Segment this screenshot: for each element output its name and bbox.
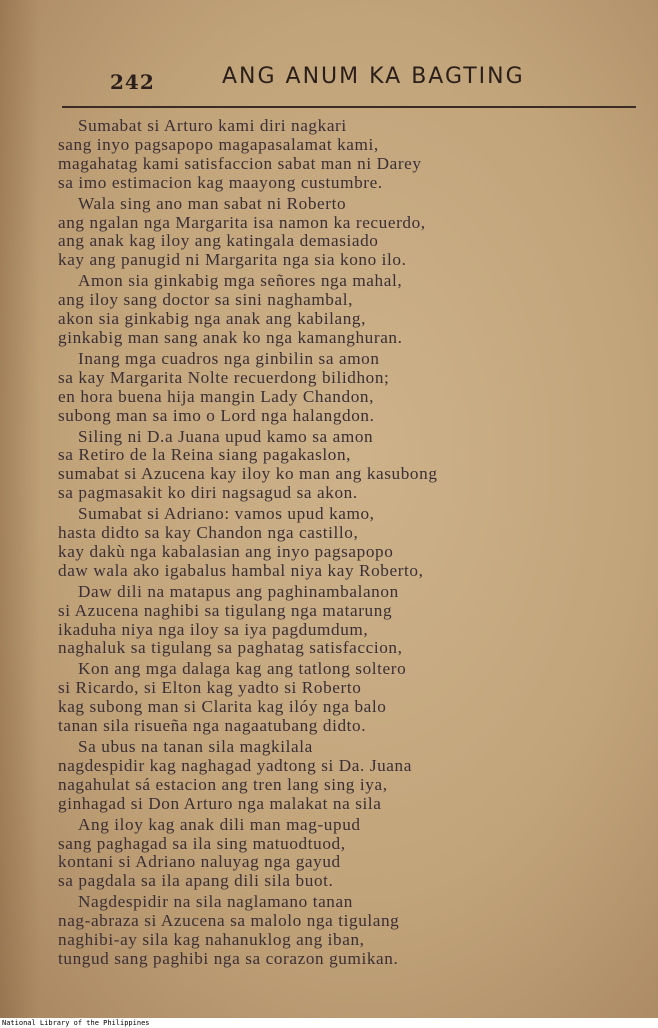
verse-line: tanan sila risueña nga nagaatubang didto. — [58, 716, 367, 736]
verse-line: Daw dili na matapus ang paghinambalanon — [78, 581, 399, 601]
verse-line: nag-abraza si Azucena sa malolo nga tigulang — [58, 911, 400, 931]
stanza — [58, 195, 618, 271]
verse-line: sa pagmasakit ko diri nagsagud sa akon. — [58, 483, 358, 503]
verse-line: ang ngalan nga Margarita isa namon ka recuerdo, — [58, 212, 426, 232]
verse-line: sa Retiro de la Reina siang pagakaslon, — [58, 445, 352, 465]
poem-body — [58, 117, 618, 971]
verse-line: magahatag kami satisfaccion sabat man ni Darey — [58, 153, 422, 173]
verse-line: hasta didto sa kay Chandon nga castillo, — [58, 523, 359, 543]
verse-line: kay dakù nga kabalasian ang inyo pagsapopo — [58, 541, 394, 561]
stanza — [58, 893, 618, 969]
verse-line: sa pagdala sa ila apang dili sila buot. — [58, 871, 334, 891]
verse-line: sang paghagad sa ila sing matuodtuod, — [58, 833, 346, 853]
footer-bar — [0, 1019, 658, 1028]
stanza — [58, 738, 618, 814]
verse-line: ginkabig man sang anak ko nga kamanghuran. — [58, 327, 403, 347]
stanza — [58, 428, 618, 504]
verse-line: sumabat si Azucena kay iloy ko man ang kasubong — [58, 464, 438, 484]
stanza — [58, 350, 618, 426]
stanza — [58, 816, 618, 892]
verse-line: naghibi-ay sila kag nahanuklog ang iban, — [58, 930, 365, 950]
stanza — [58, 505, 618, 581]
verse-line: nagdespidir kag naghagad yadtong si Da. Juana — [58, 755, 412, 775]
verse-line: nagahulat sá estacion ang tren lang sing iya, — [58, 774, 388, 794]
verse-line: Sa ubus na tanan sila magkilala — [78, 737, 313, 756]
verse-line: en hora buena hija mangin Lady Chandon, — [58, 386, 374, 406]
verse-line: Amon sia ginkabig mga señores nga mahal, — [78, 271, 403, 291]
verse-line: tungud sang paghibi nga sa corazon gumikan. — [58, 948, 399, 968]
verse-line: si Ricardo, si Elton kag yadto si Roberto — [58, 678, 362, 698]
verse-line: sa kay Margarita Nolte recuerdong bilidhon; — [58, 367, 390, 387]
verse-line: kay ang panugid ni Margarita nga sia kono ilo. — [58, 250, 407, 270]
verse-line: sa imo estimacion kag maayong custumbre. — [58, 172, 383, 192]
verse-line: naghaluk sa tigulang sa paghatag satisfaccion, — [58, 638, 403, 658]
verse-line: si Azucena naghibi sa tigulang nga matarung — [58, 600, 393, 620]
library-credit: National Library of the Philippines — [2, 1019, 150, 1027]
page-header — [110, 64, 628, 98]
verse-line: daw wala ako igabalus hambal niya kay Roberto, — [58, 560, 424, 580]
page-number: 242 — [110, 70, 155, 94]
header-rule — [62, 106, 636, 108]
verse-line: ginhagad si Don Arturo nga malakat na sila — [58, 793, 382, 813]
stanza — [58, 660, 618, 736]
verse-line: Siling ni D.a Juana upud kamo sa amon — [78, 426, 374, 446]
stanza — [58, 583, 618, 659]
verse-line: ang iloy sang doctor sa sini naghambal, — [58, 290, 354, 310]
verse-line: Sumabat si Adriano: vamos upud kamo, — [78, 504, 375, 524]
verse-line: ang anak kag iloy ang katingala demasiado — [58, 231, 379, 251]
verse-line: Inang mga cuadros nga ginbilin sa amon — [78, 348, 380, 368]
verse-line: Sumabat si Arturo kami diri nagkari — [78, 116, 347, 135]
verse-line: kag subong man si Clarita kag ilóy nga balo — [58, 697, 387, 717]
stanza — [58, 117, 618, 193]
verse-line: kontani si Adriano naluyag nga gayud — [58, 852, 341, 872]
verse-line: Wala sing ano man sabat ni Roberto — [78, 193, 347, 213]
verse-line: subong man sa imo o Lord nga halangdon. — [58, 405, 375, 425]
verse-line: ikaduha niya nga iloy sa iya pagdumdum, — [58, 619, 369, 639]
verse-line: Ang iloy kag anak dili man mag-upud — [78, 814, 361, 834]
verse-line: sang inyo pagsapopo magapasalamat kami, — [58, 134, 379, 154]
stanza — [58, 272, 618, 348]
verse-line: akon sia ginkabig nga anak ang kabilang, — [58, 309, 366, 329]
verse-line: Kon ang mga dalaga kag ang tatlong soltero — [78, 659, 407, 679]
verse-line: Nagdespidir na sila naglamano tanan — [78, 892, 353, 912]
running-title: ANG ANUM KA BAGTING — [222, 64, 525, 89]
